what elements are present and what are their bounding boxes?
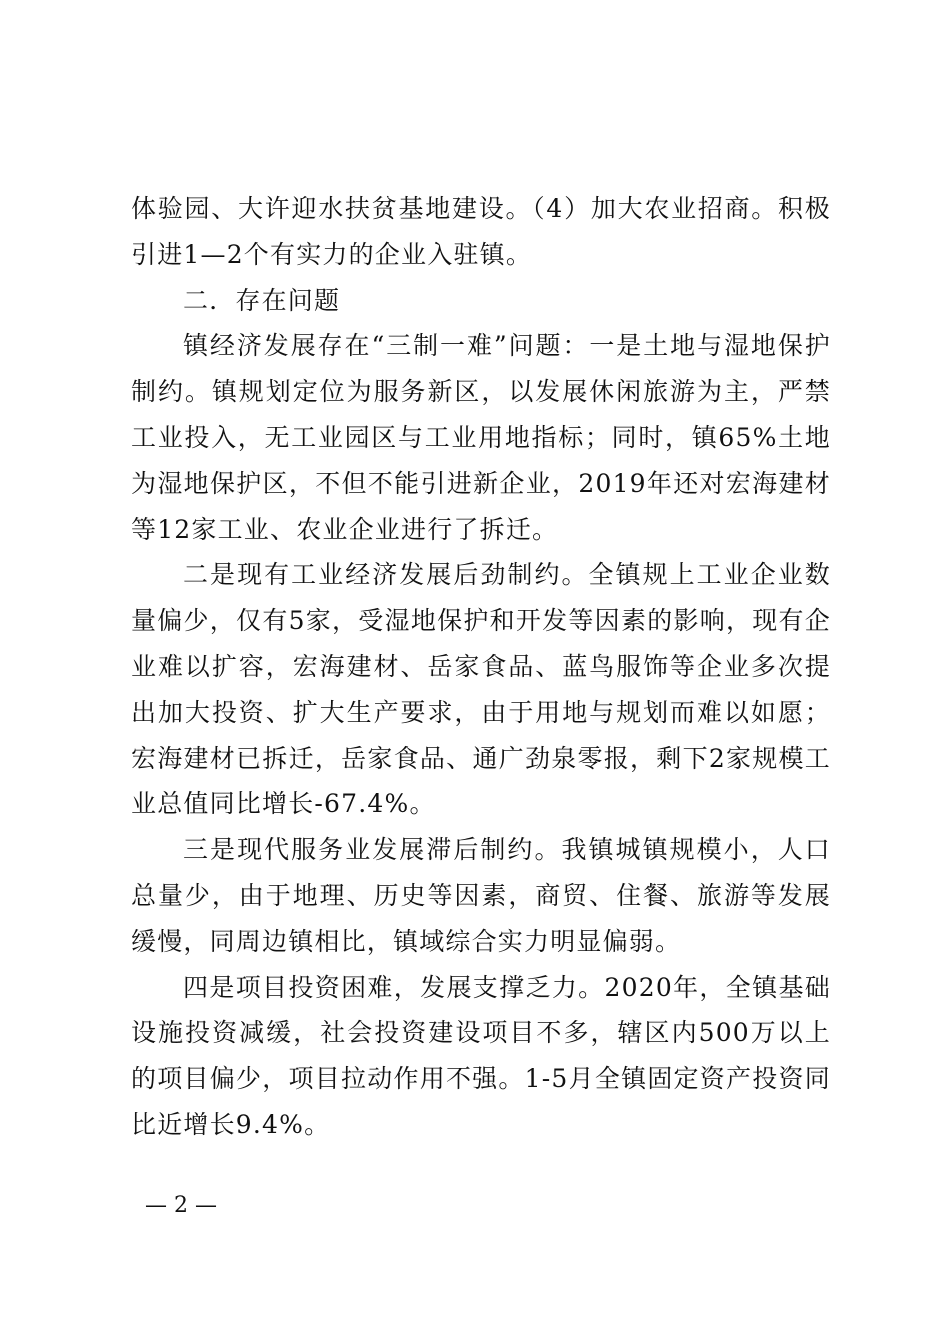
document-body [131,186,831,1148]
paragraph-problem-2: 二是现有工业经济发展后劲制约。全镇规上工业企业数量偏少，仅有5家，受湿地保护和开发等因素的影响，现有企业难以扩容，宏海建材、岳家食品、蓝鸟服饰等企业多次提出加大投资、扩大生产要求，由于用地与规划而难以如愿；宏海建材已拆迁，岳家食品、通广劲泉零报，剩下2家规模工业总值同比增长-67.4%。 [131,560,831,819]
page-number: — 2 — [145,1193,217,1218]
paragraph-problem-1: 镇经济发展存在“三制一难”问题：一是土地与湿地保护制约。镇规划定位为服务新区，以发展休闲旅游为主，严禁工业投入，无工业园区与工业用地指标；同时，镇65%土地为湿地保护区，不但不能引进新企业，2019年还对宏海建材等12家工业、农业企业进行了拆迁。 [131,331,831,544]
paragraph-problem-4: 四是项目投资困难，发展支撑乏力。2020年，全镇基础设施投资减缓，社会投资建设项目不多，辖区内500万以上的项目偏少，项目拉动作用不强。1-5月全镇固定资产投资同比近增长9.4%。 [131,972,831,1139]
paragraph-continued: 体验园、大许迎水扶贫基地建设。（4）加大农业招商。积极引进1—2个有实力的企业入驻镇。 [131,194,831,269]
paragraph-problem-3: 三是现代服务业发展滞后制约。我镇城镇规模小，人口总量少，由于地理、历史等因素，商贸、住餐、旅游等发展缓慢，同周边镇相比，镇域综合实力明显偏弱。 [131,835,831,956]
section-heading-problems: 二．存在问题 [183,285,341,315]
